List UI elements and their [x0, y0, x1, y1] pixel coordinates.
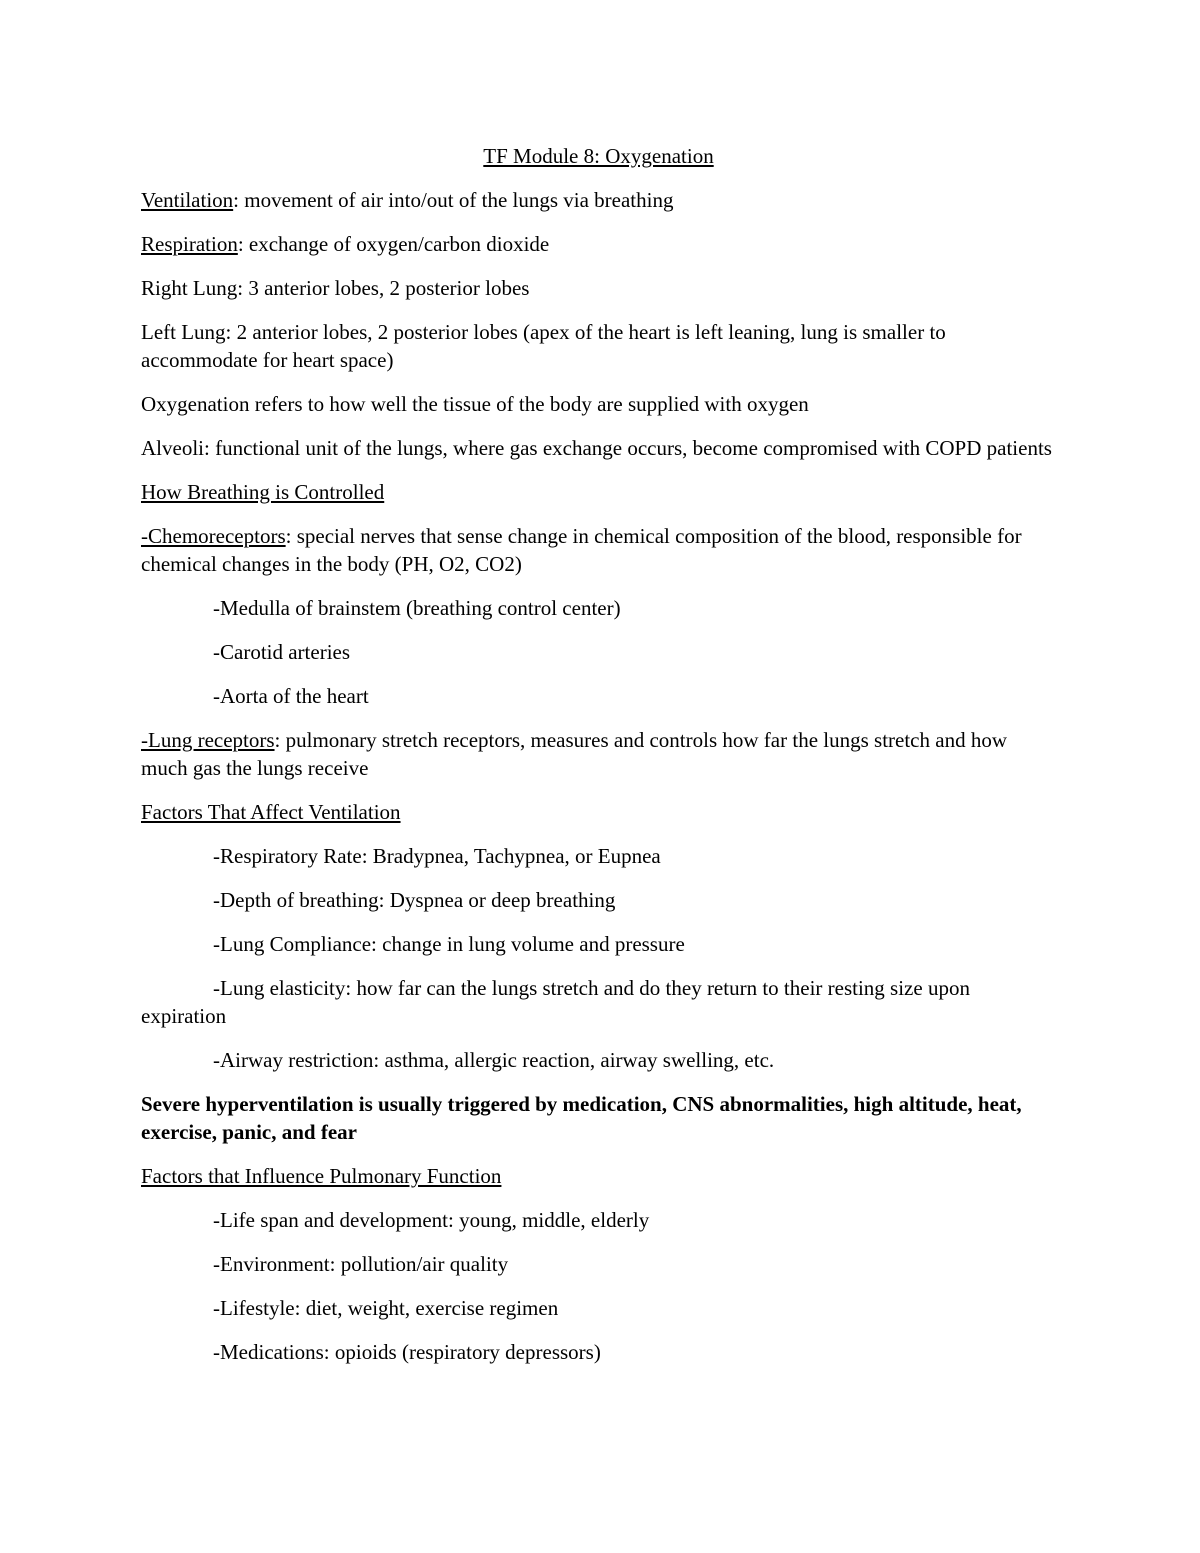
respiration-term: Respiration: [141, 232, 238, 256]
right-lung-note: Right Lung: 3 anterior lobes, 2 posterior lobes: [141, 276, 530, 300]
pulmonary-heading: Factors that Influence Pulmonary Function: [141, 1164, 502, 1188]
ventilation-factor-compliance: -Lung Compliance: change in lung volume and pressure: [213, 932, 685, 956]
ventilation-definition: [141, 186, 1056, 214]
oxygenation-note: Oxygenation refers to how well the tissue of the body are supplied with oxygen: [141, 392, 809, 416]
ventilation-factor-elasticity: -Lung elasticity: how far can the lungs stretch and do they return to their resting size upon expiration: [141, 976, 970, 1028]
lung-receptors-text: : pulmonary stretch receptors, measures and controls how far the lungs stretch and how much gas the lungs receive: [141, 728, 1007, 780]
pulmonary-factor-lifespan: -Life span and development: young, middle, elderly: [213, 1208, 650, 1232]
left-lung-note: Left Lung: 2 anterior lobes, 2 posterior lobes (apex of the heart is left leaning, lung is smaller to accommodate for heart space): [141, 320, 946, 372]
ventilation-factors-heading: Factors That Affect Ventilation: [141, 800, 401, 824]
chemoreceptors-definition: [141, 522, 1056, 578]
chemo-item-aorta: -Aorta of the heart: [213, 684, 369, 708]
alveoli-note: Alveoli: functional unit of the lungs, where gas exchange occurs, become compromised with COPD patients: [141, 436, 1052, 460]
pulmonary-factor-medications: -Medications: opioids (respiratory depressors): [213, 1340, 601, 1364]
chemoreceptors-term: -Chemoreceptors: [141, 524, 286, 548]
ventilation-factor-depth: -Depth of breathing: Dyspnea or deep breathing: [213, 888, 616, 912]
ventilation-factor-rate: -Respiratory Rate: Bradypnea, Tachypnea, or Eupnea: [213, 844, 661, 868]
pulmonary-factor-lifestyle: -Lifestyle: diet, weight, exercise regimen: [213, 1296, 559, 1320]
hyperventilation-note: Severe hyperventilation is usually triggered by medication, CNS abnormalities, high altitude, heat, exercise, panic, and fear: [141, 1092, 1022, 1144]
respiration-text: : exchange of oxygen/carbon dioxide: [237, 232, 550, 256]
ventilation-term: Ventilation: [141, 188, 234, 212]
lung-receptors-definition: [141, 726, 1056, 782]
document-body: [141, 142, 1056, 1382]
lung-receptors-term: -Lung receptors: [141, 728, 275, 752]
document-title: TF Module 8: Oxygenation: [483, 144, 714, 168]
chemo-item-carotid: -Carotid arteries: [213, 640, 351, 664]
breathing-heading: How Breathing is Controlled: [141, 480, 385, 504]
pulmonary-factor-environment: -Environment: pollution/air quality: [213, 1252, 509, 1276]
chemoreceptors-text: : special nerves that sense change in chemical composition of the blood, responsible for chemical changes in the body (PH, O2, CO2): [141, 524, 1022, 576]
chemo-item-medulla: -Medulla of brainstem (breathing control center): [213, 596, 621, 620]
ventilation-factor-airway: -Airway restriction: asthma, allergic reaction, airway swelling, etc.: [213, 1048, 775, 1072]
ventilation-text: : movement of air into/out of the lungs via breathing: [233, 188, 674, 212]
respiration-definition: [141, 230, 1056, 258]
